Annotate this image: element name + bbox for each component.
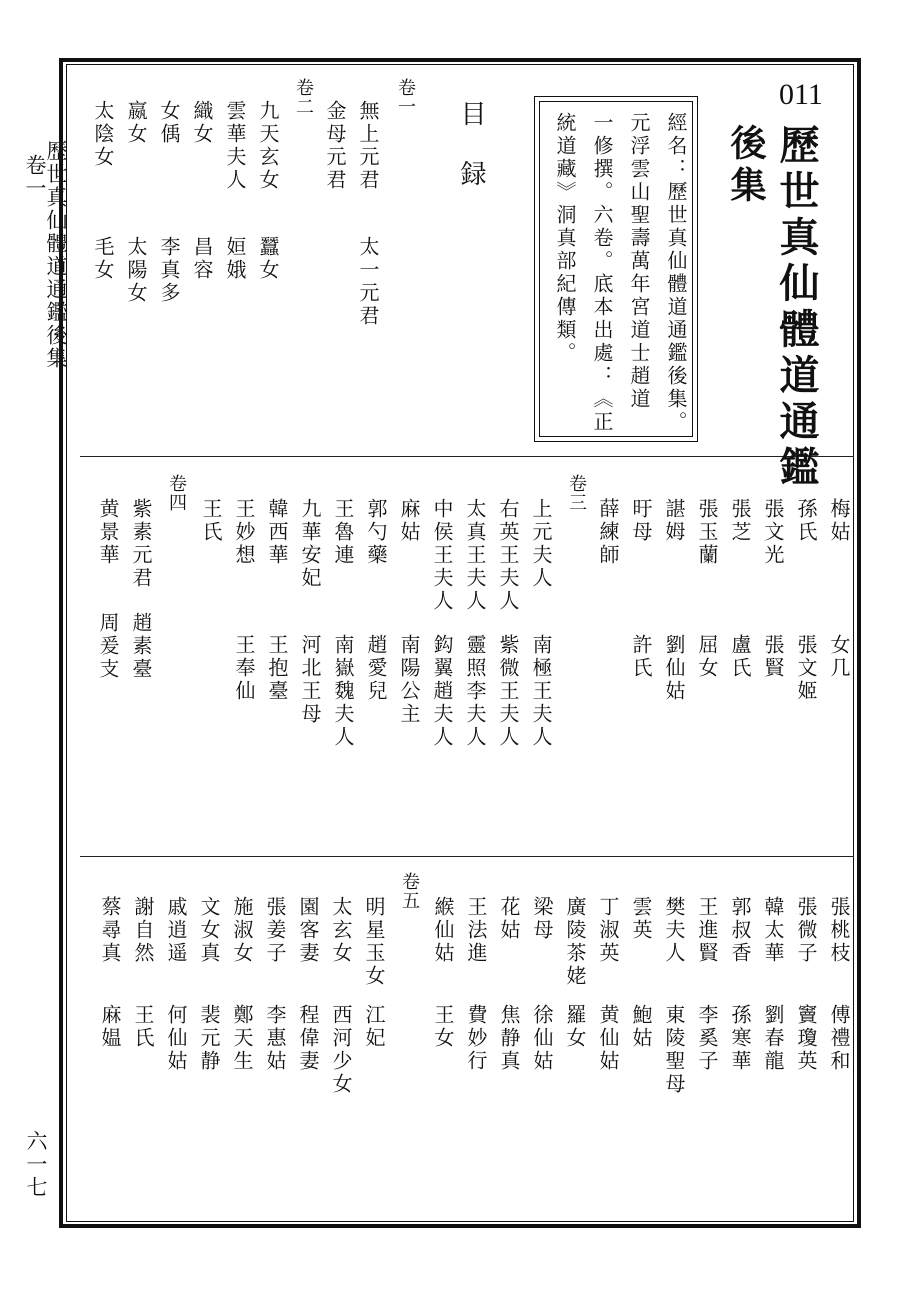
description-line: 經名：歷世真仙體道通鑑後集。 — [664, 112, 688, 434]
entry-name: 中侯王夫人 — [430, 498, 454, 613]
entry-name: 上元夫人 — [529, 498, 553, 590]
page-number: 六一七 — [24, 1130, 48, 1199]
entry-name: 蔡尋真 — [98, 896, 122, 965]
entry-name: 廣陵茶姥 — [563, 896, 587, 988]
running-head-title: 歷世真仙體道通鑑後集 — [44, 140, 68, 370]
entry-name: 太玄女 — [329, 896, 353, 965]
entry-name: 裴元静 — [197, 1004, 221, 1073]
entry-name: 姮娥 — [223, 236, 247, 282]
entry-name: 竇瓊英 — [794, 1004, 818, 1073]
entry-name: 太真王夫人 — [463, 498, 487, 613]
entry-name: 王進賢 — [695, 896, 719, 965]
contents-heading: 目録 — [456, 100, 486, 220]
entry-name: 王氏 — [199, 498, 223, 544]
entry-name: 屈女 — [695, 634, 719, 680]
book-title: 歷世真仙體道通鑑 — [773, 124, 820, 492]
entry-name: 旴母 — [629, 498, 653, 544]
entry-name: 南極王夫人 — [529, 634, 553, 749]
entry-name: 費妙行 — [464, 1004, 488, 1073]
entry-name: 東陵聖母 — [662, 1004, 686, 1096]
entry-name: 劉仙姑 — [662, 634, 686, 703]
entry-name: 戚逍遥 — [164, 896, 188, 965]
entry-name: 王法進 — [464, 896, 488, 965]
entry-name: 金母元君 — [323, 100, 347, 192]
entry-name: 鮑姑 — [629, 1004, 653, 1050]
entry-name: 鈎翼趙夫人 — [430, 634, 454, 749]
entry-name: 織女 — [190, 100, 214, 146]
entry-name: 雲華夫人 — [223, 100, 247, 192]
entry-name: 王女 — [431, 1004, 455, 1050]
entry-name: 丁淑英 — [596, 896, 620, 965]
entry-name: 梅姑 — [827, 498, 851, 544]
entry-name: 嬴女 — [124, 100, 148, 146]
divider-bottom — [80, 856, 854, 857]
entry-name: 趙素臺 — [129, 612, 153, 681]
entry-name: 張玉蘭 — [695, 498, 719, 567]
entry-name: 羅女 — [563, 1004, 587, 1050]
entry-name: 九天玄女 — [256, 100, 280, 192]
entry-name: 韓西華 — [265, 498, 289, 567]
volume-label-4: 卷四 — [166, 474, 187, 512]
entry-name: 女几 — [827, 634, 851, 680]
entry-name: 周爰支 — [96, 612, 120, 681]
entry-name: 張姜子 — [263, 896, 287, 965]
description-line: 元浮雲山聖壽萬年宮道士趙道 — [627, 112, 651, 411]
entry-name: 西河少女 — [329, 1004, 353, 1096]
divider-top — [80, 456, 854, 457]
entry-name: 南嶽魏夫人 — [331, 634, 355, 749]
entry-name: 李真多 — [157, 236, 181, 305]
volume-label-2: 卷二 — [293, 78, 314, 116]
entry-name: 南陽公主 — [397, 634, 421, 726]
entry-name: 孫氏 — [794, 498, 818, 544]
entry-name: 張文姬 — [794, 634, 818, 703]
entry-name: 劉春龍 — [761, 1004, 785, 1073]
entry-name: 紫素元君 — [129, 498, 153, 590]
entry-name: 焦静真 — [497, 1004, 521, 1073]
entry-name: 麻姑 — [397, 498, 421, 544]
entry-name: 施淑女 — [230, 896, 254, 965]
entry-name: 韓太華 — [761, 896, 785, 965]
entry-name: 昌容 — [190, 236, 214, 282]
entry-name: 無上元君 — [356, 100, 380, 192]
entry-name: 文女真 — [197, 896, 221, 965]
entry-name: 紫微王夫人 — [496, 634, 520, 749]
entry-name: 靈照李夫人 — [463, 634, 487, 749]
entry-name: 樊夫人 — [662, 896, 686, 965]
entry-name: 程偉妻 — [296, 1004, 320, 1073]
entry-name: 張芝 — [728, 498, 752, 544]
entry-name: 河北王母 — [298, 634, 322, 726]
entry-name: 趙愛兒 — [364, 634, 388, 703]
entry-name: 諶姆 — [662, 498, 686, 544]
running-head-volume: 卷一 — [23, 154, 47, 200]
entry-name: 右英王夫人 — [496, 498, 520, 613]
entry-name: 王抱臺 — [265, 634, 289, 703]
entry-name: 傅禮和 — [827, 1004, 851, 1073]
entry-name: 九華安妃 — [298, 498, 322, 590]
description-line: 一修撰。六卷。底本出處：《正 — [590, 112, 614, 434]
entry-name: 張賢 — [761, 634, 785, 680]
volume-label-1: 卷一 — [395, 78, 416, 116]
entry-name: 何仙姑 — [164, 1004, 188, 1073]
entry-name: 太陰女 — [91, 100, 115, 169]
entry-name: 梁母 — [530, 896, 554, 942]
book-subtitle: 後集 — [725, 124, 767, 208]
entry-name: 張桃枝 — [827, 896, 851, 965]
entry-name: 盧氏 — [728, 634, 752, 680]
entry-name: 鄭天生 — [230, 1004, 254, 1073]
entry-name: 李惠姑 — [263, 1004, 287, 1073]
entry-name: 明星玉女 — [362, 896, 386, 988]
entry-name: 太陽女 — [124, 236, 148, 305]
entry-name: 女偊 — [157, 100, 181, 146]
description-line: 統道藏》洞真部紀傳類。 — [553, 112, 577, 365]
entry-name: 徐仙姑 — [530, 1004, 554, 1073]
entry-name: 王魯連 — [331, 498, 355, 567]
entry-name: 毛女 — [91, 236, 115, 282]
entry-name: 許氏 — [629, 634, 653, 680]
entry-name: 雲英 — [629, 896, 653, 942]
entry-name: 麻媪 — [98, 1004, 122, 1050]
entry-name: 謝自然 — [131, 896, 155, 965]
volume-label-3: 卷三 — [566, 474, 587, 512]
entry-name: 張文光 — [761, 498, 785, 567]
entry-name: 張微子 — [794, 896, 818, 965]
entry-name: 郭勺藥 — [364, 498, 388, 567]
entry-name: 王奉仙 — [232, 634, 256, 703]
entry-name: 緱仙姑 — [431, 896, 455, 965]
entry-name: 太一元君 — [356, 236, 380, 328]
entry-name: 花姑 — [497, 896, 521, 942]
entry-name: 郭叔香 — [728, 896, 752, 965]
entry-name: 王妙想 — [232, 498, 256, 567]
document-number: 011 — [779, 78, 823, 111]
entry-name: 王氏 — [131, 1004, 155, 1050]
entry-name: 黄仙姑 — [596, 1004, 620, 1073]
volume-label-5: 卷五 — [399, 872, 420, 910]
entry-name: 江妃 — [362, 1004, 386, 1050]
entry-name: 李奚子 — [695, 1004, 719, 1073]
entry-name: 蠶女 — [256, 236, 280, 282]
entry-name: 園客妻 — [296, 896, 320, 965]
entry-name: 孫寒華 — [728, 1004, 752, 1073]
entry-name: 薛練師 — [596, 498, 620, 567]
entry-name: 黄景華 — [96, 498, 120, 567]
